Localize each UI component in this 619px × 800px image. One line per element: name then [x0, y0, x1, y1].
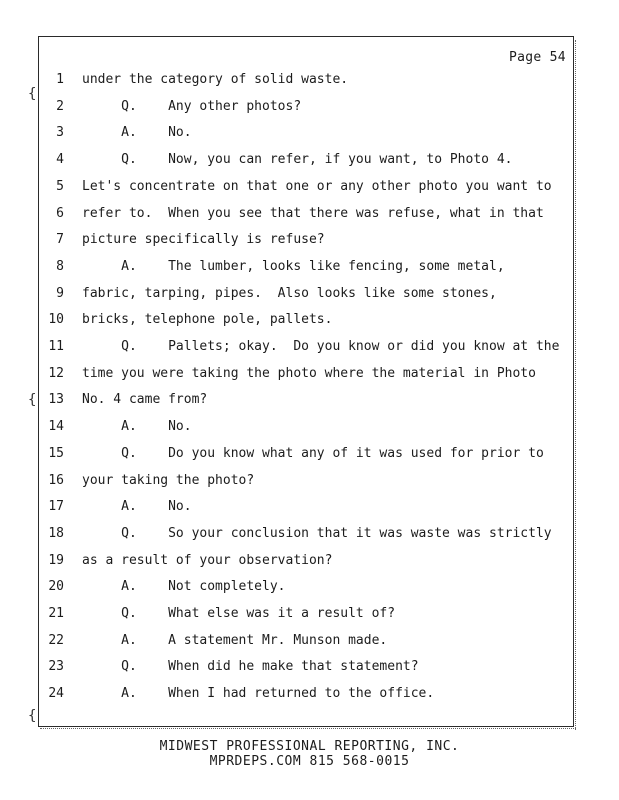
- binding-mark-middle: {: [28, 392, 37, 408]
- transcript-line: [0, 473, 619, 493]
- line-number: 8: [56, 258, 64, 274]
- transcript-line: [0, 579, 619, 599]
- transcript-line: [0, 633, 619, 653]
- transcript-line: [0, 446, 619, 466]
- line-number: 10: [48, 312, 64, 328]
- transcript-line: [0, 206, 619, 226]
- line-text: Q. Now, you can refer, if you want, to Photo 4.: [82, 152, 513, 168]
- line-text: A. A statement Mr. Munson made.: [82, 632, 388, 648]
- frame-shadow-bottom: [40, 728, 576, 731]
- transcript-line: [0, 99, 619, 119]
- line-number: 1: [56, 72, 64, 87]
- line-number: 19: [48, 552, 64, 568]
- line-number: 7: [56, 232, 64, 248]
- line-text: A. Not completely.: [82, 579, 286, 595]
- line-number: 12: [48, 365, 64, 381]
- transcript-line: [0, 526, 619, 546]
- line-text: Q. When did he make that statement?: [82, 659, 419, 675]
- transcript-line: [0, 152, 619, 172]
- line-text: bricks, telephone pole, pallets.: [82, 312, 333, 328]
- line-text: Q. Pallets; okay. Do you know or did you know at the: [82, 339, 560, 354]
- line-text: A. The lumber, looks like fencing, some metal,: [82, 258, 505, 274]
- line-number: 21: [48, 606, 64, 621]
- line-text: Let's concentrate on that one or any other photo you want to: [82, 178, 552, 194]
- line-number: 17: [48, 499, 64, 515]
- line-text: No. 4 came from?: [82, 392, 208, 408]
- line-text: Q. Any other photos?: [82, 98, 302, 114]
- line-text: A. When I had returned to the office.: [82, 686, 435, 702]
- line-number: 13: [48, 392, 64, 408]
- line-number: 20: [48, 579, 64, 595]
- line-number: 11: [48, 339, 64, 354]
- line-text: fabric, tarping, pipes. Also looks like some stones,: [82, 285, 497, 301]
- line-number: 5: [56, 178, 64, 194]
- line-text: A. No.: [82, 419, 192, 435]
- transcript-line: [0, 553, 619, 573]
- line-text: picture specifically is refuse?: [82, 232, 325, 248]
- line-number: 18: [48, 525, 64, 541]
- line-text: A. No.: [82, 125, 192, 141]
- line-number: 3: [56, 125, 64, 141]
- line-text: A. No.: [82, 499, 192, 515]
- line-number: 2: [56, 98, 64, 114]
- transcript-line: [0, 72, 619, 92]
- line-text: refer to. When you see that there was refuse, what in that: [82, 205, 544, 221]
- line-text: Q. What else was it a result of?: [82, 606, 396, 621]
- binding-mark-bottom: {: [28, 708, 37, 724]
- transcript-line: [0, 286, 619, 306]
- line-number: 24: [48, 686, 64, 702]
- line-text: under the category of solid waste.: [82, 72, 349, 87]
- transcript-line: [0, 419, 619, 439]
- line-number: 14: [48, 419, 64, 435]
- binding-mark-top: {: [28, 86, 37, 102]
- footer-contact: MPRDEPS.COM 815 568-0015: [209, 754, 410, 769]
- line-number: 22: [48, 632, 64, 648]
- transcript-line: [0, 392, 619, 412]
- transcript-line: [0, 339, 619, 359]
- line-text: time you were taking the photo where the material in Photo: [82, 365, 536, 381]
- page-number: Page 54: [509, 50, 566, 65]
- line-number: 15: [48, 445, 64, 461]
- line-number: 4: [56, 152, 64, 168]
- transcript-line: [0, 312, 619, 332]
- line-text: Q. So your conclusion that it was waste was strictly: [82, 525, 552, 541]
- transcript-line: [0, 366, 619, 386]
- line-number: 6: [56, 205, 64, 221]
- transcript-line: [0, 659, 619, 679]
- transcript-line: [0, 232, 619, 252]
- transcript-line: [0, 259, 619, 279]
- footer-company: MIDWEST PROFESSIONAL REPORTING, INC.: [159, 739, 460, 754]
- line-number: 23: [48, 659, 64, 675]
- line-text: your taking the photo?: [82, 472, 255, 488]
- line-text: as a result of your observation?: [82, 552, 333, 568]
- line-number: 16: [48, 472, 64, 488]
- line-text: Q. Do you know what any of it was used for prior to: [82, 445, 544, 461]
- transcript-line: [0, 606, 619, 626]
- transcript-line: [0, 499, 619, 519]
- transcript-line: [0, 179, 619, 199]
- transcript-line: [0, 125, 619, 145]
- line-number: 9: [56, 285, 64, 301]
- transcript-line: [0, 686, 619, 706]
